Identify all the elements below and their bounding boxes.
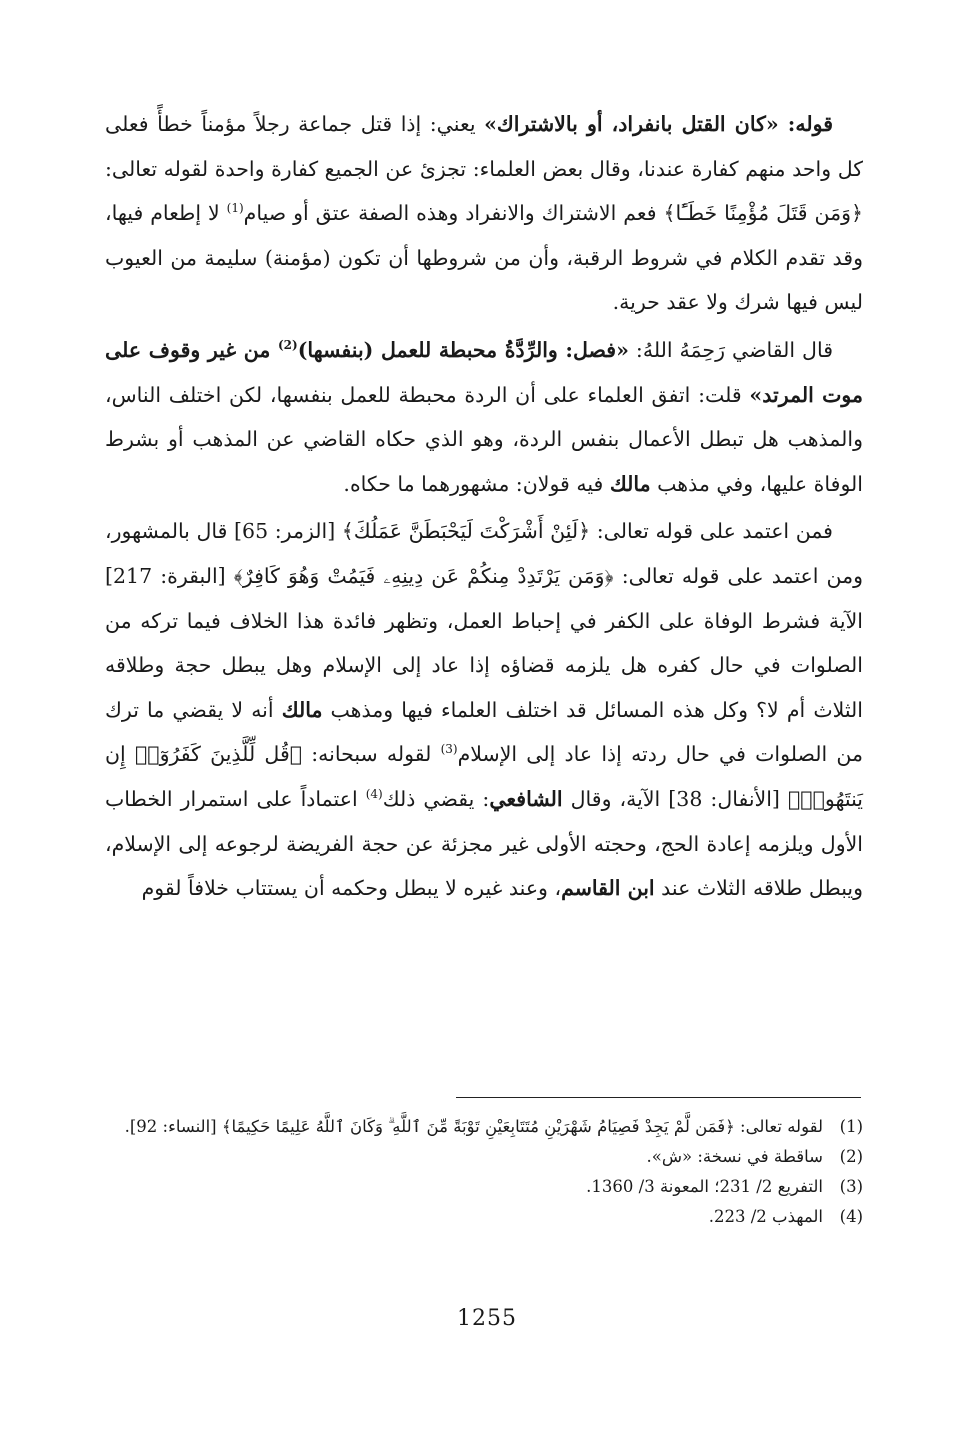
footnote-ref-4[interactable]: (4) xyxy=(365,787,383,802)
p3-text3: لقوله سبحانه: ﴿قُل لِّلَّذِينَ كَفَرُوٓا۟ إِن يَنتَهُوا۟﴾ [الأنفال: 38] الآية، وقال xyxy=(105,742,864,811)
footnote-number: (4) xyxy=(839,1207,863,1226)
footnote-text: لقوله تعالى: ﴿فَمَن لَّمْ يَجِدْ فَصِيَامُ شَهْرَيْنِ مُتَتَابِعَيْنِ تَوْبَةً مِّنَ ٱللَّهِ ۗ وَكَانَ ٱللَّهُ عَلِيمًا حَكِيمًا﴾ [النساء: 92]. xyxy=(124,1117,823,1136)
footnote-number: (3) xyxy=(839,1177,863,1196)
footnote-item xyxy=(105,1202,863,1232)
main-text xyxy=(105,102,863,914)
footnote-ref-1[interactable]: (1) xyxy=(226,201,244,216)
footnote-text: ساقطة في نسخة: «ش». xyxy=(646,1147,823,1166)
p3-text2: أنه لا يقضي ما ترك من الصلوات في حال ردته إذا عاد إلى الإسلام xyxy=(105,697,864,767)
footnote-item xyxy=(105,1112,863,1142)
p2-malik: مالك xyxy=(609,471,651,496)
footnote-divider xyxy=(456,1097,861,1098)
footnote-text: المهذب 2/ 223. xyxy=(708,1207,823,1226)
footnote-item xyxy=(105,1142,863,1172)
p1-text2: لا إطعام فيها، وقد تقدم الكلام في شروط الرقبة، وأن من شروطها أن تكون (مؤمنة) سليمة من العيوب ليس فيها شرك ولا عقد حرية. xyxy=(105,201,863,315)
p1-quote: «كان القتل بانفراد، أو بالاشتراك» xyxy=(484,112,779,136)
p2-text2: فيه قولان: مشهورهما ما حكاه. xyxy=(343,471,610,496)
paragraph-3 xyxy=(105,509,863,910)
p2-quote: «فصل: والرِّدَّةُ محبطة للعمل (بنفسها) xyxy=(297,337,629,362)
p3-text5: اعتماداً على استمرار الخطاب الأول ويلزمه إعادة الحج، وحجته الأولى غير مجزئة عن حجة الفريضة لرجوعه إلى الإسلام، ويبطل طلاقه الثلاث عند xyxy=(105,786,863,901)
paragraph-1 xyxy=(105,102,863,325)
footnote-number: (2) xyxy=(839,1147,863,1166)
paragraph-2 xyxy=(105,328,863,506)
p3-shafii: الشافعي xyxy=(489,786,563,811)
p3-malik: مالك xyxy=(281,697,323,722)
p3-text4: : يقضي ذلك xyxy=(382,786,490,811)
p2-lead: قال القاضي رَحِمَهُ اللهُ: xyxy=(628,337,833,362)
footnote-number: (1) xyxy=(839,1117,863,1136)
p1-text: يعني: إذا قتل جماعة رجلاً مؤمناً خطأً فعلى كل واحد منهم كفارة عندنا، وقال بعض العلماء: تجزئ عن الجميع كفارة واحدة لقوله تعالى: ﴿وَمَن قَتَلَ مُؤْمِنًا خَطَـًٔا﴾ فعم الاشتراك والانفراد وهذه الصفة عتق أو صيام xyxy=(105,112,863,226)
footnote-item xyxy=(105,1172,863,1202)
page-number: 1255 xyxy=(457,1306,517,1331)
p3-ibn-alqasim: ابن القاسم xyxy=(561,876,655,901)
p2-quote2: من غير وقوف على موت المرتد» xyxy=(105,337,864,407)
p1-lead: قوله: xyxy=(778,112,833,136)
footnotes xyxy=(105,1112,863,1232)
footnote-text: التفريع 2/ 231؛ المعونة 3/ 1360. xyxy=(586,1177,823,1196)
footnote-ref-3[interactable]: (3) xyxy=(440,742,458,757)
p3-text6: ، وعند غيره لا يبطل وحكمه أن يستتاب خلافاً لقوم xyxy=(141,876,562,901)
p3-text1: فمن اعتمد على قوله تعالى: ﴿لَئِنْ أَشْرَكْتَ لَيَحْبَطَنَّ عَمَلُكَ﴾ [الزمر: 65] قال بالمشهور، ومن اعتمد على قوله تعالى: ﴿وَمَن يَرْتَدِدْ مِنكُمْ عَن دِينِهِۦ فَيَمُتْ وَهُوَ كَافِرٌ﴾ [البقرة: 217] الآية فشرط الوفاة على الكفر في إحباط العمل، وتظهر فائدة هذا الخلاف فيما تركه من الصلوات في حال كفره هل يلزمه قضاؤه إذا عاد إلى الإسلام وهل يبطل حجة وطلاقه الثلاث أم لا؟ وكل هذه المسائل قد اختلف العلماء فيها ومذهب xyxy=(105,519,863,722)
p2-text: قلت: اتفق العلماء على أن الردة محبطة للعمل بنفسها، لكن اختلف الناس، والمذهب هل تبطل الأعمال بنفس الردة، وهو الذي حكاه القاضي عن المذهب أو بشرط الوفاة عليها، وفي مذهب xyxy=(105,382,863,496)
footnote-ref-2[interactable]: (2) xyxy=(277,338,298,353)
